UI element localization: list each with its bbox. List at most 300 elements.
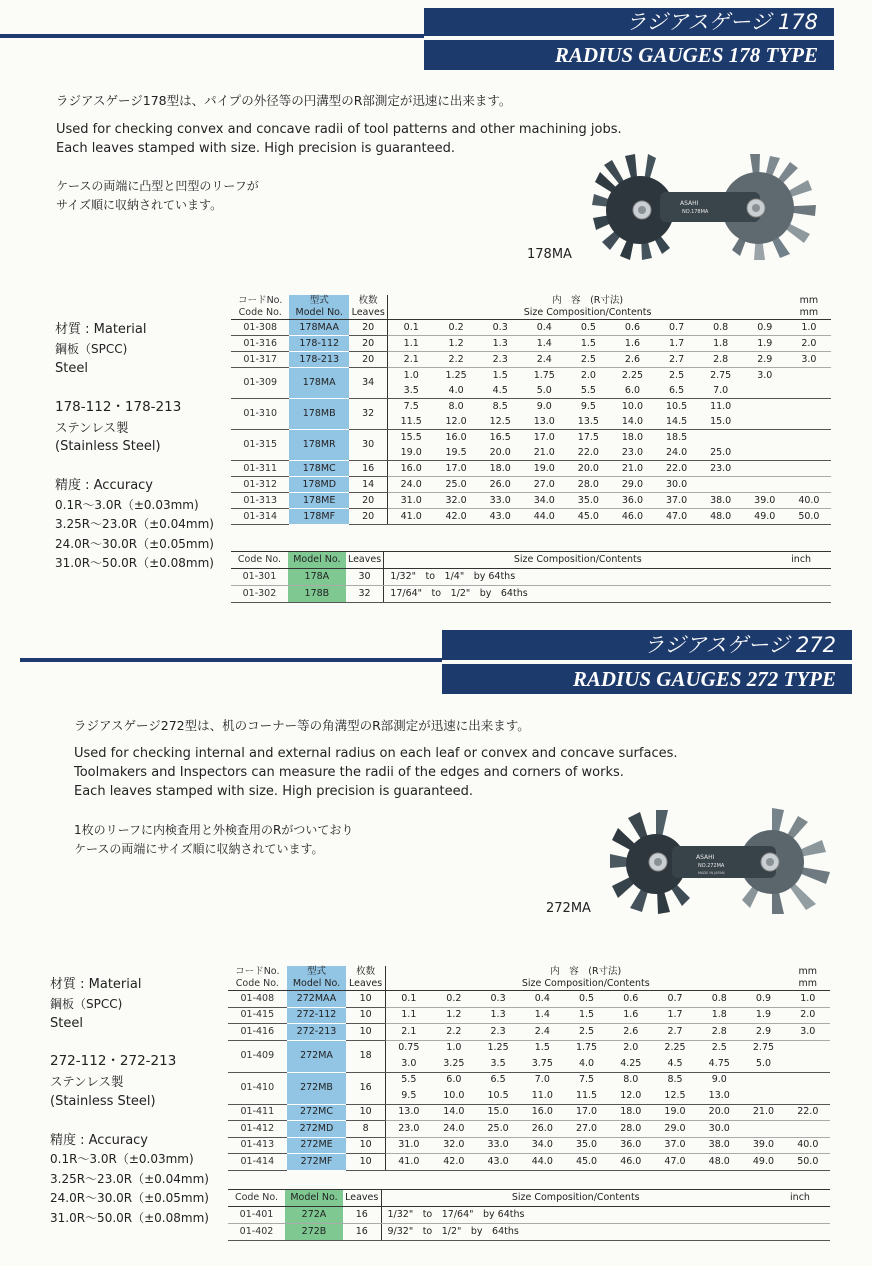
value-cell [743, 445, 787, 461]
value-cell [787, 368, 831, 384]
value-cell [786, 1040, 830, 1056]
table-row [228, 991, 830, 1008]
inch-contents-cell: 1/32" to 17/64" by 64ths [381, 1207, 770, 1224]
value-cell [787, 477, 831, 493]
accuracy-3: 24.0R～30.0R（±0.05mm) [55, 537, 214, 551]
value-cell: 0.3 [476, 991, 520, 1008]
value-cell: 24.0 [655, 445, 699, 461]
model-cell: 272MC [287, 1104, 347, 1121]
value-cell [743, 461, 787, 477]
value-cell [787, 414, 831, 430]
model-cell: 272ME [287, 1137, 347, 1154]
value-cell: 2.1 [385, 1024, 431, 1041]
value-cell: 0.1 [385, 991, 431, 1008]
leaves-cell: 20 [349, 493, 388, 509]
value-cell [787, 445, 831, 461]
value-cell: 1.0 [388, 368, 434, 384]
inch-header-leaves: Leaves [346, 552, 384, 569]
value-cell: 50.0 [786, 1154, 830, 1171]
value-cell: 5.5 [566, 383, 610, 399]
table-row [228, 1224, 830, 1241]
value-cell: 12.0 [609, 1088, 653, 1104]
value-cell: 47.0 [653, 1154, 697, 1171]
value-cell: 12.5 [478, 414, 522, 430]
value-cell: 2.3 [478, 352, 522, 368]
accuracy-2: 3.25R～23.0R（±0.04mm) [55, 517, 214, 531]
model-cell: 272-112 [287, 1007, 347, 1024]
value-cell: 36.0 [610, 493, 654, 509]
table-row [231, 352, 831, 368]
value-cell: 7.0 [699, 383, 743, 399]
value-cell: 5.5 [385, 1072, 431, 1088]
header-leaves-en: Leaves [346, 978, 385, 991]
inch-empty-cell [771, 586, 831, 603]
material-en-2: Steel [50, 1016, 83, 1031]
code-cell: 01-316 [231, 336, 289, 352]
photo-label-272ma: 272MA [546, 901, 591, 916]
table-row [231, 586, 831, 603]
value-cell: 2.8 [697, 1024, 741, 1041]
value-cell: 2.5 [711, 1042, 727, 1054]
value-cell: 2.8 [699, 352, 743, 368]
code-cell: 01-312 [231, 477, 289, 493]
table-row [231, 477, 831, 493]
value-cell: 33.0 [476, 1137, 520, 1154]
table-row [228, 1137, 830, 1154]
section2-desc-en-2: Toolmakers and Inspectors can measure the radii of the edges and corners of works. [74, 765, 624, 780]
value-cell: 16.5 [489, 431, 511, 443]
leaves-cell: 20 [349, 352, 388, 368]
value-cell: 2.5 [566, 352, 610, 368]
section2-title-jp: ラジアスゲージ 272 [442, 630, 852, 660]
value-cell: 1.0 [786, 991, 830, 1008]
model-cell: 178-213 [289, 352, 348, 368]
value-cell: 29.0 [653, 1121, 697, 1138]
value-cell: 2.2 [432, 1024, 476, 1041]
value-cell: 10.5 [665, 400, 688, 412]
table-row [228, 1121, 830, 1138]
value-cell: 34.0 [522, 493, 566, 509]
value-cell: 20.0 [566, 461, 610, 477]
value-cell: 2.5 [564, 1024, 608, 1041]
value-cell: 1.8 [699, 336, 743, 352]
leaves-cell: 20 [349, 320, 388, 336]
value-cell: 13.0 [697, 1088, 741, 1104]
code-cell: 01-410 [228, 1072, 287, 1104]
value-cell: 13.0 [385, 1104, 431, 1121]
value-cell [743, 414, 787, 430]
value-cell: 3.25 [432, 1056, 476, 1072]
value-cell: 8.0 [623, 1074, 639, 1086]
value-cell: 25.0 [434, 477, 478, 493]
value-cell [743, 477, 787, 493]
value-cell: 0.2 [432, 991, 476, 1008]
value-cell: 2.75 [752, 1042, 775, 1054]
inch-leaves-cell: 16 [343, 1207, 381, 1224]
value-cell: 15.5 [388, 430, 434, 446]
header-unit-mm-2: mm [787, 307, 831, 320]
value-cell: 11.5 [388, 414, 434, 430]
value-cell: 46.0 [610, 509, 654, 525]
inch-contents-cell: 1/32" to 1/4" by 64ths [384, 569, 771, 586]
value-cell: 1.7 [653, 1007, 697, 1024]
value-cell: 11.0 [710, 400, 732, 412]
value-cell: 38.0 [699, 493, 743, 509]
leaves-cell: 10 [346, 1104, 385, 1121]
code-cell: 01-313 [231, 493, 289, 509]
value-cell: 28.0 [609, 1121, 653, 1138]
radius-gauge-178ma-image [590, 150, 822, 262]
model-cell: 178MB [289, 399, 348, 430]
value-cell: 17.0 [434, 461, 478, 477]
value-cell: 6.0 [446, 1074, 462, 1086]
model-cell: 178MR [289, 430, 348, 461]
header-leaves-en: Leaves [349, 307, 388, 320]
value-cell: 2.0 [580, 369, 596, 381]
value-cell: 15.0 [699, 414, 743, 430]
value-cell: 2.25 [664, 1042, 686, 1054]
leaves-cell: 18 [346, 1040, 385, 1072]
header-model-en: Model No. [289, 307, 348, 320]
stainless-jp-2: ステンレス製 [50, 1074, 124, 1089]
value-cell [699, 430, 743, 446]
inch-header-unit: inch [771, 552, 831, 569]
value-cell: 5.0 [741, 1056, 785, 1072]
value-cell: 2.2 [434, 352, 478, 368]
value-cell: 32.0 [434, 493, 478, 509]
accuracy-1: 0.1R～3.0R（±0.03mm) [55, 498, 199, 512]
value-cell: 0.4 [522, 320, 566, 336]
value-cell: 1.9 [743, 336, 787, 352]
value-cell: 24.0 [432, 1121, 476, 1138]
value-cell [741, 1072, 785, 1088]
value-cell: 22.0 [566, 445, 610, 461]
value-cell: 35.0 [566, 493, 610, 509]
value-cell: 2.6 [610, 352, 654, 368]
value-cell: 2.0 [623, 1042, 639, 1054]
value-cell: 11.5 [564, 1088, 608, 1104]
model-cell: 178-112 [289, 336, 348, 352]
value-cell [787, 383, 831, 399]
value-cell: 17.0 [564, 1104, 608, 1121]
value-cell: 22.0 [786, 1104, 830, 1121]
value-cell: 7.0 [534, 1074, 550, 1086]
section1-desc-jp: ラジアスゲージ178型は、パイプの外径等の円溝型のR部測定が迅速に出来ます。 [56, 93, 512, 108]
value-cell: 17.0 [533, 431, 555, 443]
value-cell: 12.5 [653, 1088, 697, 1104]
table-row [228, 1104, 830, 1121]
leaves-cell: 14 [349, 477, 388, 493]
value-cell: 2.4 [522, 352, 566, 368]
radius-gauge-272ma-image [608, 806, 834, 914]
section2-desc-en-3: Each leaves stamped with size. High precision is guaranteed. [74, 784, 473, 799]
value-cell: 28.0 [566, 477, 610, 493]
table-row [231, 336, 831, 352]
inch-empty-cell [771, 569, 831, 586]
header-model-en: Model No. [287, 978, 347, 991]
size-table-272-mm [228, 966, 830, 1171]
value-cell: 10.0 [432, 1088, 476, 1104]
table-row [231, 320, 831, 336]
code-cell: 01-411 [228, 1104, 287, 1121]
value-cell: 1.6 [609, 1007, 653, 1024]
model-cell: 272MD [287, 1121, 347, 1138]
inch-header-code: Code No. [228, 1190, 285, 1207]
value-cell: 0.5 [564, 991, 608, 1008]
value-cell: 14.5 [655, 414, 699, 430]
value-cell: 39.0 [741, 1137, 785, 1154]
value-cell: 15.0 [476, 1104, 520, 1121]
value-cell: 27.0 [522, 477, 566, 493]
inch-header-unit: inch [770, 1190, 830, 1207]
value-cell: 1.0 [787, 320, 831, 336]
value-cell: 24.0 [388, 477, 434, 493]
table-row [228, 1207, 830, 1224]
leaves-cell: 32 [349, 399, 388, 430]
code-cell: 01-308 [231, 320, 289, 336]
header-code-jp: コードNo. [235, 966, 280, 977]
value-cell: 9.0 [711, 1074, 727, 1086]
section1-note-jp-1: ケースの両端に凸型と凹型のリーフが [56, 179, 259, 193]
material-label: 材質 : Material [55, 322, 147, 337]
section2-note-jp-1: 1枚のリーフに内検査用と外検査用のRがついており [74, 823, 354, 837]
table-row [231, 399, 831, 415]
value-cell: 6.5 [655, 383, 699, 399]
value-cell: 45.0 [564, 1154, 608, 1171]
value-cell: 17.5 [577, 431, 599, 443]
value-cell: 44.0 [522, 509, 566, 525]
value-cell: 10.5 [476, 1088, 520, 1104]
value-cell: 1.3 [478, 336, 522, 352]
model-cell: 272MF [287, 1154, 347, 1171]
value-cell: 4.0 [434, 383, 478, 399]
section2-banner-line [20, 658, 442, 662]
section1-desc-en-2: Each leaves stamped with size. High precision is guaranteed. [56, 141, 455, 156]
value-cell: 22.0 [655, 461, 699, 477]
value-cell: 26.0 [478, 477, 522, 493]
value-cell: 2.75 [710, 369, 732, 381]
value-cell: 9.5 [580, 400, 596, 412]
inch-header-model: Model No. [288, 552, 346, 569]
value-cell: 2.4 [520, 1024, 564, 1041]
case-model-text: NO.178MA [682, 209, 709, 215]
header-model-jp: 型式 [289, 295, 348, 307]
value-cell: 1.5 [566, 336, 610, 352]
inch-empty-cell [770, 1224, 830, 1241]
value-cell: 2.0 [786, 1007, 830, 1024]
value-cell: 25.0 [476, 1121, 520, 1138]
value-cell: 1.3 [476, 1007, 520, 1024]
stainless-en: (Stainless Steel) [55, 439, 161, 454]
section2-desc-en-1: Used for checking internal and external radius on each leaf or convex and concave surfaces. [74, 746, 678, 761]
inch-header-model: Model No. [285, 1190, 343, 1207]
value-cell: 8.0 [448, 400, 464, 412]
leaves-cell: 20 [349, 509, 388, 525]
header-contents-en: Size Composition/Contents [385, 978, 785, 991]
value-cell: 33.0 [478, 493, 522, 509]
stainless-jp: ステンレス製 [55, 420, 129, 435]
value-cell: 31.0 [385, 1137, 431, 1154]
value-cell: 3.5 [388, 383, 434, 399]
value-cell: 38.0 [697, 1137, 741, 1154]
value-cell: 37.0 [653, 1137, 697, 1154]
value-cell: 3.75 [520, 1056, 564, 1072]
value-cell: 41.0 [385, 1154, 431, 1171]
value-cell: 13.0 [522, 414, 566, 430]
value-cell: 7.5 [388, 399, 434, 415]
value-cell: 11.0 [520, 1088, 564, 1104]
value-cell: 34.0 [520, 1137, 564, 1154]
value-cell: 3.0 [385, 1056, 431, 1072]
value-cell: 0.9 [741, 991, 785, 1008]
value-cell: 5.0 [522, 383, 566, 399]
value-cell: 49.0 [741, 1154, 785, 1171]
code-cell: 01-416 [228, 1024, 287, 1041]
value-cell: 0.2 [434, 320, 478, 336]
code-cell: 01-414 [228, 1154, 287, 1171]
table-row [231, 461, 831, 477]
value-cell: 1.75 [533, 369, 555, 381]
code-cell: 01-413 [228, 1137, 287, 1154]
value-cell: 3.0 [757, 369, 773, 381]
model-cell: 272MB [287, 1072, 347, 1104]
section2-note-jp-2: ケースの両端にサイズ順に収納されています。 [74, 842, 324, 856]
inch-code-cell: 01-302 [231, 586, 288, 603]
value-cell: 4.5 [478, 383, 522, 399]
header-code-en: Code No. [228, 978, 287, 991]
model-cell: 178MF [289, 509, 348, 525]
header-code-jp: コードNo. [238, 295, 283, 306]
stainless-en-2: (Stainless Steel) [50, 1094, 156, 1109]
value-cell: 47.0 [655, 509, 699, 525]
value-cell: 44.0 [520, 1154, 564, 1171]
model-cell: 272MAA [287, 991, 347, 1008]
accuracy-label: 精度 : Accuracy [55, 478, 153, 493]
inch-model-cell: 272A [285, 1207, 343, 1224]
model-cell: 178ME [289, 493, 348, 509]
value-cell [786, 1072, 830, 1088]
value-cell: 1.75 [575, 1042, 598, 1054]
size-table-178-inch [231, 551, 831, 603]
case-brand-text: ASAHI [680, 200, 699, 207]
case-brand-text-272: ASAHI [696, 854, 715, 861]
value-cell: 1.5 [564, 1007, 608, 1024]
accuracy-4: 31.0R～50.0R（±0.08mm) [55, 556, 214, 570]
value-cell: 40.0 [787, 493, 831, 509]
value-cell: 46.0 [609, 1154, 653, 1171]
value-cell: 39.0 [743, 493, 787, 509]
value-cell: 1.25 [445, 369, 467, 381]
value-cell: 0.9 [743, 320, 787, 336]
value-cell [741, 1121, 785, 1138]
value-cell: 1.1 [388, 336, 434, 352]
leaves-cell: 10 [346, 1137, 385, 1154]
value-cell: 14.0 [432, 1104, 476, 1121]
value-cell: 7.5 [578, 1074, 595, 1086]
value-cell: 0.6 [610, 320, 654, 336]
material-label-2: 材質 : Material [50, 977, 142, 992]
value-cell: 0.6 [609, 991, 653, 1008]
value-cell: 16.0 [445, 431, 467, 443]
value-cell: 42.0 [434, 509, 478, 525]
material-jp: 鋼板（SPCC) [55, 342, 128, 356]
value-cell: 3.0 [787, 352, 831, 368]
value-cell: 1.4 [520, 1007, 564, 1024]
header-contents-jp: 内 容 (R寸法) [385, 966, 785, 978]
case-made-text-272: MADE IN JAPAN [698, 871, 725, 875]
size-table-178-mm [231, 295, 831, 525]
leaves-cell: 20 [349, 336, 388, 352]
header-model-jp: 型式 [287, 966, 347, 978]
value-cell [787, 461, 831, 477]
table-row [231, 509, 831, 525]
value-cell: 48.0 [697, 1154, 741, 1171]
value-cell: 23.0 [610, 445, 654, 461]
section1-desc-en-1: Used for checking convex and concave radii of tool patterns and other machining jobs. [56, 122, 622, 137]
section1-banner-line [0, 34, 424, 38]
value-cell: 0.3 [478, 320, 522, 336]
value-cell: 35.0 [564, 1137, 608, 1154]
header-contents-jp: 内 容 (R寸法) [388, 295, 787, 307]
gauge-case [660, 192, 760, 222]
inch-leaves-cell: 16 [343, 1224, 381, 1241]
value-cell: 10.0 [621, 400, 644, 412]
leaves-cell: 30 [349, 430, 388, 461]
value-cell: 0.8 [697, 991, 741, 1008]
code-cell: 01-310 [231, 399, 289, 430]
value-cell [743, 430, 787, 446]
value-cell: 19.0 [388, 445, 434, 461]
value-cell: 4.0 [564, 1056, 608, 1072]
code-cell: 01-315 [231, 430, 289, 461]
table-row [231, 493, 831, 509]
value-cell: 1.8 [697, 1007, 741, 1024]
inch-empty-cell [770, 1207, 830, 1224]
value-cell: 18.5 [665, 431, 688, 443]
section1-note-jp-2: サイズ順に収納されています。 [56, 198, 223, 212]
leaves-cell: 10 [346, 1154, 385, 1171]
header-code-en: Code No. [231, 307, 289, 320]
value-cell: 41.0 [388, 509, 434, 525]
value-cell: 1.5 [492, 369, 508, 381]
value-cell: 14.0 [610, 414, 654, 430]
value-cell: 19.5 [434, 445, 478, 461]
leaves-cell: 16 [349, 461, 388, 477]
value-cell: 26.0 [520, 1121, 564, 1138]
value-cell: 1.0 [446, 1042, 462, 1054]
value-cell: 42.0 [432, 1154, 476, 1171]
value-cell: 45.0 [566, 509, 610, 525]
value-cell [786, 1056, 830, 1072]
value-cell: 6.5 [490, 1074, 506, 1086]
section2-title-en: RADIUS GAUGES 272 TYPE [442, 664, 852, 694]
value-cell: 49.0 [743, 509, 787, 525]
stainless-models: 178-112・178-213 [55, 399, 182, 415]
inch-code-cell: 01-301 [231, 569, 288, 586]
value-cell: 40.0 [786, 1137, 830, 1154]
value-cell: 27.0 [564, 1121, 608, 1138]
model-cell: 178MAA [289, 320, 348, 336]
value-cell: 48.0 [699, 509, 743, 525]
table-row [231, 430, 831, 446]
value-cell: 3.5 [476, 1056, 520, 1072]
value-cell: 2.7 [653, 1024, 697, 1041]
value-cell: 23.0 [699, 461, 743, 477]
code-cell: 01-309 [231, 368, 289, 399]
value-cell: 2.7 [655, 352, 699, 368]
model-cell: 272MA [287, 1040, 347, 1072]
value-cell: 21.0 [741, 1104, 785, 1121]
